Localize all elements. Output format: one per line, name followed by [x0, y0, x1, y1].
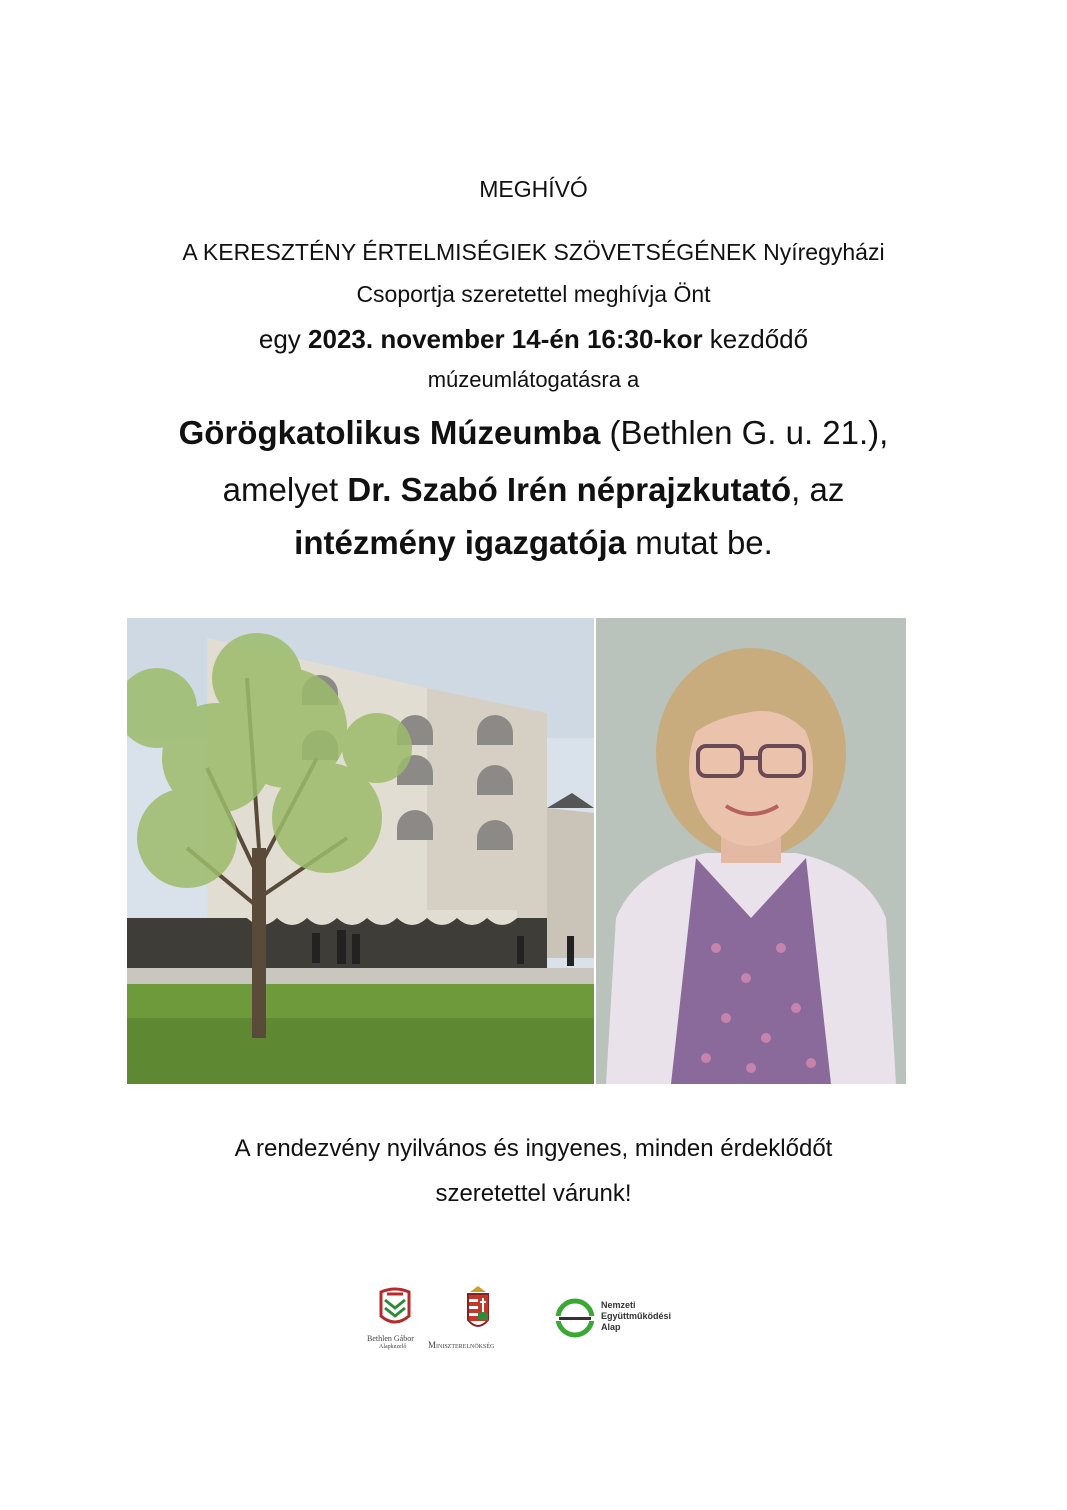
organizer-line [0, 239, 1067, 266]
venue-address: (Bethlen G. u. 21.), [600, 414, 889, 451]
nea-line-3: Alap [601, 1322, 621, 1332]
invitation-line: Csoportja szeretettel meghívja Önt [356, 281, 711, 307]
presenter-role-line: intézmény igazgatója mutat be. [294, 524, 773, 561]
presenter-portrait [596, 618, 906, 1084]
nea-line-1: Nemzeti [601, 1300, 636, 1310]
bethlen-gabor-logo [365, 1286, 425, 1356]
bga-name: Bethlen Gábor [367, 1334, 414, 1343]
event-datetime: 2023. november 14-én 16:30-kor [308, 324, 703, 354]
bga-sub: Alapkezelő [379, 1344, 407, 1350]
footer-line-1: A rendezvény nyilvános és ingyenes, minden érdeklődőt [234, 1135, 833, 1162]
venue-line [0, 414, 1067, 452]
organizer-name: A KERESZTÉNY ÉRTELMISÉGIEK SZÖVETSÉGÉNEK [182, 239, 757, 265]
organizer-city: Nyíregyházi [756, 239, 885, 265]
event-type-line: múzeumlátogatásra a [427, 367, 640, 392]
footer-line-2: szeretettel várunk! [435, 1180, 632, 1207]
museum-photo [127, 618, 594, 1084]
invitation-title: MEGHÍVÓ [479, 176, 588, 202]
miniszterelnokseg-logo [428, 1284, 543, 1354]
me-name: Miniszterelnökség [428, 1340, 495, 1350]
presenter-role: intézmény igazgatója [294, 524, 627, 561]
venue-name: Görögkatolikus Múzeumba [178, 414, 601, 451]
presenter-line: amelyet Dr. Szabó Irén néprajzkutató, az [222, 471, 845, 508]
nea-line-2: Együttműködési [601, 1311, 672, 1321]
date-line: egy 2023. november 14-én 16:30-kor kezdődő [258, 324, 809, 354]
presenter-name: Dr. Szabó Irén néprajzkutató [347, 471, 792, 508]
nea-logo [553, 1296, 693, 1340]
